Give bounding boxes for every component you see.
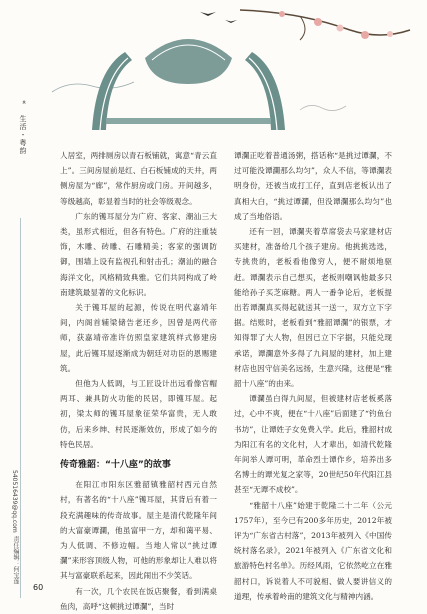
cloud-ornament (52, 82, 134, 92)
editor-email: 540516439@qq.com (11, 470, 18, 533)
blossom (387, 31, 393, 37)
swallow-icon (225, 20, 237, 23)
side-divider (20, 218, 21, 598)
page-number: 60 (33, 583, 44, 592)
paragraph: 但他为人低调，与工匠设计出远看像官帽两耳、兼具防火功能的民居，即镬耳屋。起初，梁太师的镬耳屋象征荣华富贵，无人敢仿，后来乡绅、村民逐渐效仿，形成了如今的特色民居。 (60, 379, 217, 449)
paragraph: 谭瀾正吃着普通汤粥，搭话称“是挑过谭瀾，不过可能没谭瀾那么均匀”，众人不信，等谭瀾表明身份，还被当成打工仔，直到店老板认出了真相大白，“挑过谭瀾，但没谭瀾那么均匀”也成了当地俗语。 (234, 151, 392, 221)
central-arch (145, 39, 232, 84)
blossom (314, 18, 322, 26)
blossom (361, 31, 369, 39)
swallow-icon (200, 12, 216, 16)
section-heading: 传奇雅韶：“十八座”的故事 (60, 460, 171, 471)
text-column-left (60, 148, 217, 614)
section-icon: « (20, 100, 28, 106)
paragraph: 人居室，两排厕房以青石板铺就，寓意“青云直上”。三间房屋前是红、白石板铺成的天井，两侧房屋为“廊”，常作厨房或门房。开间越多，等级越高，彰显着当时的社会等级观念。 (60, 151, 217, 206)
blossom (279, 11, 285, 17)
paragraph: “雅韶十八座”始建于乾隆二十二年（公元1757年），至今已有200多年历史，2012年被评为“广东省古村落”，2013年被列入《中国传统村落名录》，2021年被列入《广东省文化和旅游特色村名单》。历经风雨，它依然屹立在雅韶村口，诉说着人不可貌相、做人要讲信义的道理，传承着岭南的建筑文化与精神内涵。 (234, 500, 392, 601)
paragraph: 在阳江市阳东区雅韶镇雅韶村西元自然村，有著名的“十八座”镬耳屋，其背后有着一段充满趣味的传奇故事。屋主是清代乾隆年间的大富豪谭瀾，他虽富甲一方，却和蔼平易、为人低调、不修边幅。当地人常以“挑过谭瀾”来形容顶级人物，可他的形象却让人难以将其与富豪联系起来，因此闹出不少笑话。 (60, 480, 217, 581)
paragraph: 谭瀾虽白得九间屋，但被建材店老板奚落过，心中不爽，便在“十八座”后面建了“钓鱼台书坊”，让谭姓子女免费入学。此后，雅韶村成为阳江有名的文化村，人才辈出，如清代乾隆年间举人谭可明，革命烈士谭作乡，培养出多名博士的谭光复之家等，20世纪50年代阳江县甚至“无谭不成校”。 (234, 394, 392, 495)
eave-base (106, 118, 271, 124)
paragraph: 有一次，几个农民在饭店聚餐，看到满桌鱼肉，高呼“这顿挑过谭瀾”，当时 (60, 586, 217, 611)
header-decoration (0, 0, 427, 150)
blossom (337, 25, 344, 32)
paragraph: 关于镬耳屋的起源，传说在明代嘉靖年间，内阁首辅梁储告老还乡，因曾是两代帝师，获嘉靖帝准许仿照皇家建筑样式修建房屋，此后镬耳屋逐渐成为朝廷对功臣的恩赐建筑。 (60, 303, 217, 373)
paragraph: 广东的镬耳屋分为广府、客家、潮汕三大类，虽形式相近，但各有特色。广府的注重装饰，木雕、砖雕、石雕精美；客家的强调防御，围墙上设有监视孔和射击孔；潮汕的融合海洋文化，风格精致典雅。它们共同构成了岭南建筑最显著的文化标识。 (60, 211, 217, 297)
text-column-right (234, 148, 392, 604)
branch (240, 10, 410, 35)
section-label: 生活・粤韵 (19, 115, 27, 155)
editor-credit: 责任编辑：何宝莲 (12, 536, 19, 584)
paragraph: 还有一回，谭瀾夹着草席袋去马家建材店买建材，准备给几个孩子建房。他挑挑选选，专挑贵的，老板看他像穷人，便不耐烦地驱赶。谭瀾表示自己想买，老板则嘲讽他最多只能给孙子买芝麻糖。两人一番争论后，老板提出若谭瀾真买得起就送其一送一，双方立下字据。结账时，老板看到“雅韶谭瀾”的银票，才知得罪了大人物，但因已立下字据，只能兑现承诺，谭瀾意外多得了九间屋的建材，加上建材店也因守信美名远扬，生意兴隆，这便是“雅韶十八座”的由来。 (234, 227, 392, 389)
